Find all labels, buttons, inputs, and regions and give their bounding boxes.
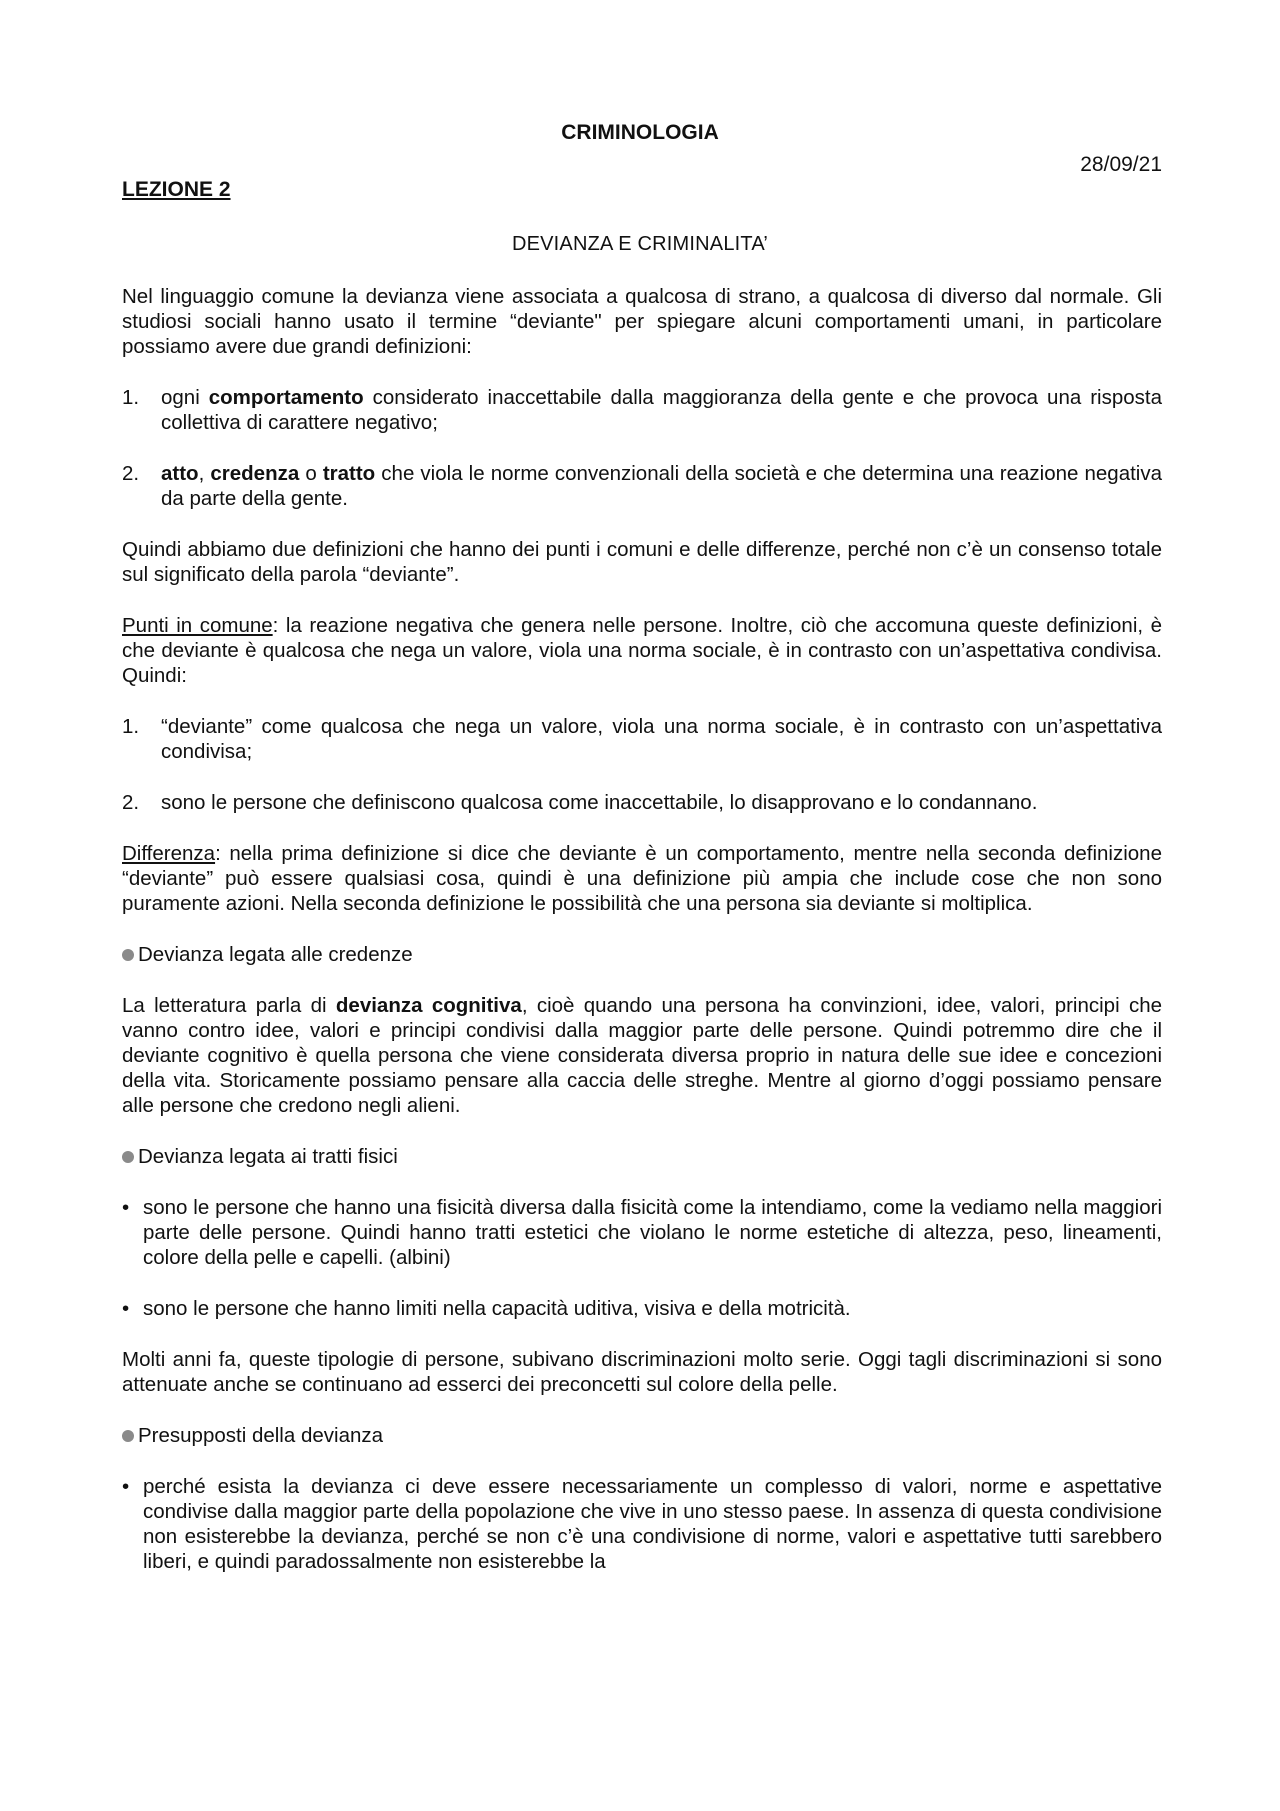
beliefs-heading — [122, 942, 1162, 967]
heading-text: Devianza legata alle credenze — [138, 943, 413, 966]
common-points-label: Punti in comune — [122, 614, 273, 637]
circle-bullet-icon — [122, 949, 134, 961]
definition-text: che viola le norme convenzionali della società e che determina una reazione negativa da parte della gente. — [161, 462, 1162, 510]
beliefs-keyword: devianza cognitiva — [335, 994, 522, 1017]
difference-paragraph — [122, 841, 1162, 916]
item-number: 2. — [122, 462, 140, 485]
bullet-text: perché esista la devianza ci deve essere necessariamente un complesso di valori, norme e aspettative condivise dalla maggior parte della popolazione che vive in uno stesso paese. In assenza di questa condivisione non esisterebbe la devianza, perché se non c’è una condivisione di norme, valori e aspettative tutti sarebbero liberi, e quindi paradossalmente non esisterebbe la — [143, 1475, 1162, 1573]
common-point-text: sono le persone che definiscono qualcosa come inaccettabile, lo disapprovano e lo condannano. — [161, 791, 1038, 814]
definition-keyword: credenza — [210, 462, 300, 485]
circle-bullet-icon — [122, 1430, 134, 1442]
definition-keyword: tratto — [322, 462, 376, 485]
definition-item — [122, 461, 1162, 511]
bullet-text: sono le persone che hanno limiti nella capacità uditiva, visiva e della motricità. — [143, 1297, 851, 1320]
intro-paragraph: Nel linguaggio comune la devianza viene associata a qualcosa di strano, a qualcosa di diverso dal normale. Gli studiosi sociali hanno usato il termine “deviante" per spiegare alcuni comportamenti umani, in particolare possiamo avere due grandi definizioni: — [122, 285, 1162, 358]
difference-text: : nella prima definizione si dice che deviante è un comportamento, mentre nella seconda definizione “deviante” può essere qualsiasi cosa, quindi è una definizione più ampia che include cose che non sono puramente azioni. Nella seconda definizione le possibilità che una persona sia deviante si moltiplica. — [122, 842, 1162, 915]
beliefs-text: La letteratura parla di — [122, 994, 336, 1017]
definition-keyword: atto — [161, 462, 199, 485]
item-number: 2. — [122, 791, 140, 814]
section-title: DEVIANZA E CRIMINALITA’ — [511, 233, 769, 255]
physical-closing-paragraph: Molti anni fa, queste tipologie di persone, subivano discriminazioni molto serie. Oggi tagli discriminazioni si sono attenuate anche se continuano ad esserci dei preconcetti sul colore della pelle. — [122, 1348, 1162, 1396]
course-title: CRIMINOLOGIA — [561, 121, 719, 144]
bullet-icon: • — [122, 1196, 130, 1219]
definition-keyword: comportamento — [208, 386, 364, 409]
summary-paragraph: Quindi abbiamo due definizioni che hanno dei punti i comuni e delle differenze, perché non c’è un consenso totale sul significato della parola “deviante”. — [122, 538, 1162, 586]
physical-bullet — [122, 1296, 1162, 1321]
common-points-text: : la reazione negativa che genera nelle persone. Inoltre, ciò che accomuna queste definizioni, è che deviante è qualcosa che nega un valore, viola una norma sociale, è in contrasto con un’aspettativa condivisa. Quindi: — [122, 614, 1162, 687]
lesson-date: 28/09/21 — [1080, 153, 1162, 176]
definition-text: considerato inaccettabile dalla maggioranza della gente e che provoca una risposta collettiva di carattere negativo; — [161, 386, 1162, 434]
lesson-number: LEZIONE 2 — [122, 178, 231, 201]
definition-item — [122, 385, 1162, 435]
bullet-text: sono le persone che hanno una fisicità diversa dalla fisicità come la intendiamo, come la vediamo nella maggiori parte delle persone. Quindi hanno tratti estetici che violano le norme estetiche di altezza, peso, lineamenti, colore della pelle e capelli. (albini) — [143, 1196, 1162, 1269]
assumptions-heading — [122, 1423, 1162, 1448]
item-number: 1. — [122, 715, 140, 738]
beliefs-paragraph — [122, 993, 1162, 1118]
beliefs-text: , cioè quando una persona ha convinzioni, idee, valori, principi che vanno contro idee, valori e principi condivisi dalla maggior parte delle persone. Quindi potremmo dire che il deviante cognitivo è quella persona che viene considerata diversa proprio in natura delle sue idee e concezioni della vita. Storicamente possiamo pensare alla caccia delle streghe. Mentre al giorno d’oggi possiamo pensare alle persone che credono negli alieni. — [122, 994, 1162, 1117]
heading-text: Devianza legata ai tratti fisici — [138, 1145, 398, 1168]
physical-bullet — [122, 1195, 1162, 1270]
common-point-text: “deviante” come qualcosa che nega un valore, viola una norma sociale, è in contrasto con un’aspettativa condivisa; — [161, 715, 1162, 763]
definition-text: o — [299, 462, 323, 485]
difference-label: Differenza — [122, 842, 216, 865]
common-points-paragraph — [122, 613, 1162, 688]
bullet-icon: • — [122, 1475, 130, 1498]
common-point-item — [122, 714, 1162, 764]
assumptions-bullet — [122, 1474, 1162, 1574]
common-point-item — [122, 790, 1162, 815]
definition-text: , — [198, 462, 211, 485]
physical-heading — [122, 1144, 1162, 1169]
item-number: 1. — [122, 386, 140, 409]
circle-bullet-icon — [122, 1151, 134, 1163]
heading-text: Presupposti della devianza — [138, 1424, 384, 1447]
definition-text: ogni — [161, 386, 209, 409]
document-body — [122, 284, 1162, 1600]
bullet-icon: • — [122, 1297, 130, 1320]
